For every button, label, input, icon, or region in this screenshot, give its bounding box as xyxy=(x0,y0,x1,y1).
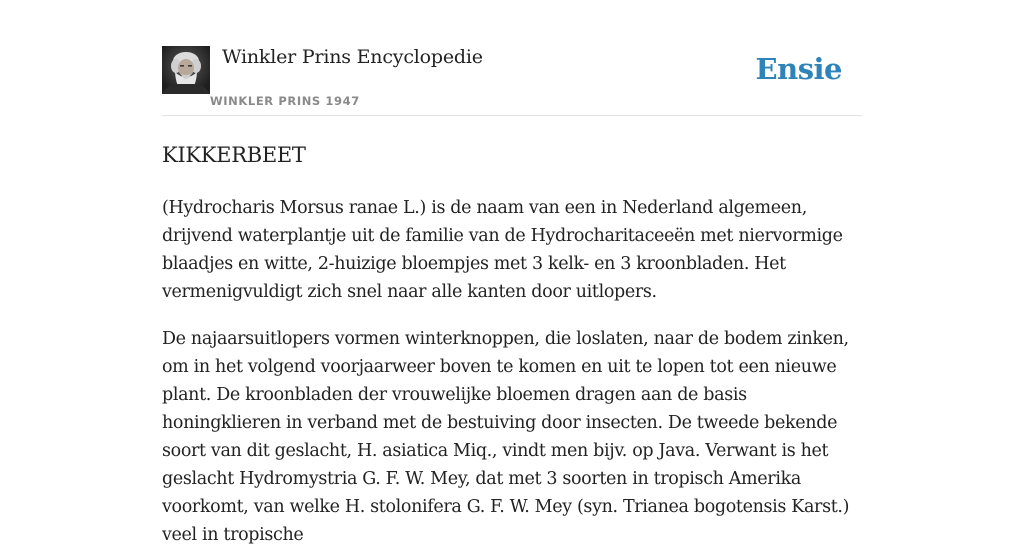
avatar-image xyxy=(162,46,210,94)
bearded-man-portrait-icon[interactable] xyxy=(162,46,210,94)
article-paragraph-2: De najaarsuitlopers vormen winterknoppen, die loslaten, naar de bodem zinken, om in het volgend voorjaarweer boven te komen en uit te lopen tot een nieuwe plant. De kroonbladen der vrouwelijke bloemen dragen aan de basis honingklieren in verband met de bestuiving door insecten. De tweede bekende soort van dit geslacht, H. asiatica Miq., vindt men bijv. op Java. Verwant is het geslacht Hydromystria G. F. W. Mey, dat met 3 soorten in tropisch Amerika voorkomt, van welke H. stolonifera G. F. W. Mey (syn. Trianea bogotensis Karst.) veel in tropische xyxy=(162,329,850,545)
article xyxy=(162,140,862,549)
article-title: KIKKERBEET xyxy=(162,143,306,167)
source-title[interactable]: Winkler Prins Encyclopedie xyxy=(222,46,483,68)
source-subtitle[interactable]: WINKLER PRINS 1947 xyxy=(210,94,360,108)
article-paragraph-1: (Hydrocharis Morsus ranae L.) is de naam van een in Nederland algemeen, drijvend waterplantje uit de familie van de Hydrocharitaceeën met niervormige blaadjes en witte, 2-huizige bloempjes met 3 kelk- en 3 kroonbladen. Het vermenigvuldigt zich snel naar alle kanten door uitlopers. xyxy=(162,198,843,302)
source-header xyxy=(162,46,862,116)
brand-logo[interactable]: Ensie xyxy=(755,52,842,86)
